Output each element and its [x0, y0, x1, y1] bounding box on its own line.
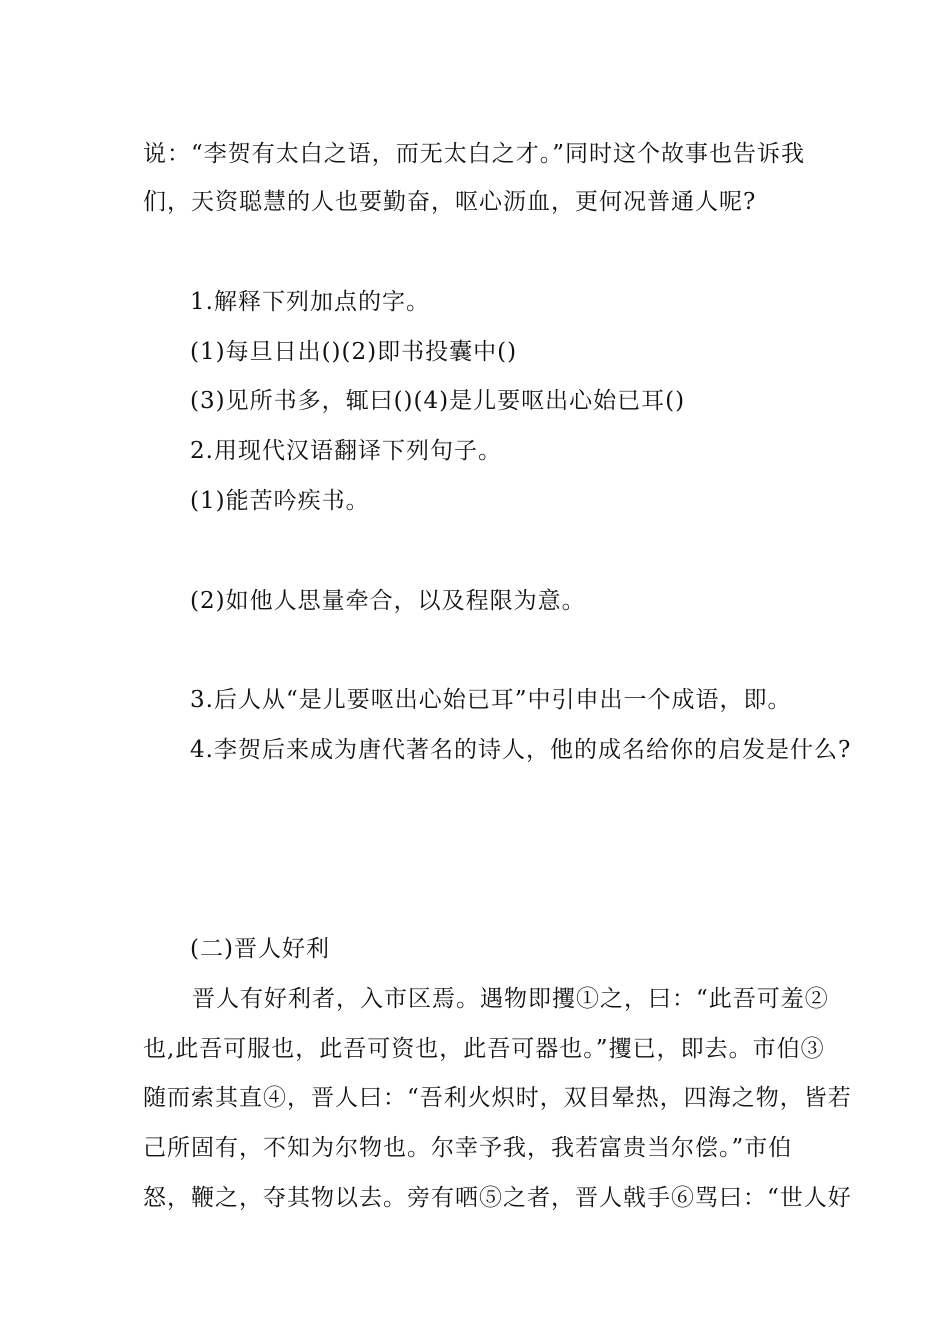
passage-line: 们，天资聪慧的人也要勤奋，呕心沥血，更何况普通人呢?	[143, 189, 757, 215]
question-2-item-2: (2)如他人思量牵合，以及程限为意。	[190, 588, 586, 614]
question-4: 4.李贺后来成为唐代著名的诗人，他的成名给你的启发是什么?	[190, 737, 852, 763]
passage-line: 怒，鞭之，夺其物以去。旁有哂⑤之者，晋人戟手⑥骂曰：“世人好	[143, 1185, 852, 1211]
passage-line: 说：“李贺有太白之语，而无太白之才。”同时这个故事也告诉我	[143, 141, 806, 167]
question-3: 3.后人从“是儿要呕出心始已耳”中引申出一个成语，即。	[190, 687, 792, 713]
question-1-items-a: (1)每旦日出()(2)即书投囊中()	[190, 339, 518, 365]
passage-line: 随而索其直④，晋人曰：“吾利火炽时，双目晕热，四海之物，皆若	[143, 1085, 852, 1111]
passage-line: 晋人有好利者，入市区焉。遇物即攫①之，曰：“此吾可羞②	[192, 986, 829, 1012]
section-title: (二)晋人好利	[190, 936, 330, 962]
question-2-item-1: (1)能苦吟疾书。	[190, 488, 370, 514]
passage-line: 己所固有，不知为尔物也。尔幸予我，我若富贵当尔偿。”市伯	[143, 1135, 793, 1161]
question-1-items-b: (3)见所书多，辄曰()(4)是儿要呕出心始已耳()	[190, 388, 686, 414]
question-2: 2.用现代汉语翻译下列句子。	[190, 438, 502, 464]
question-1: 1.解释下列加点的字。	[190, 289, 430, 315]
passage-line: 也,此吾可服也，此吾可资也，此吾可器也。”攫已，即去。市伯③	[143, 1036, 825, 1062]
